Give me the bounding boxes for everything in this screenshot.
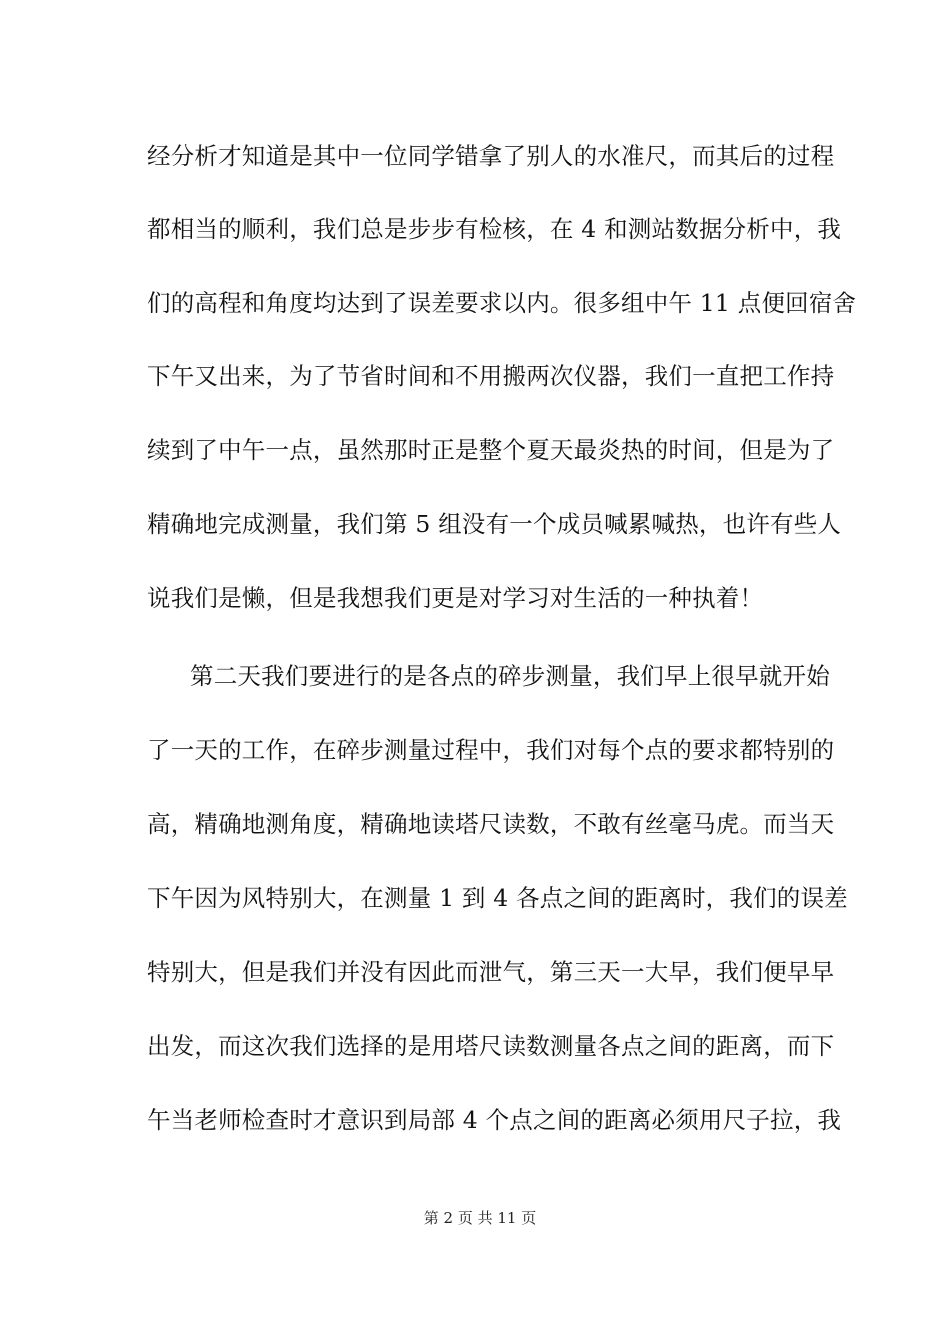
paragraph-line: 出发，而这次我们选择的是用塔尺读数测量各点之间的距离，而下 [147, 1032, 835, 1060]
paragraph-line: 精确地完成测量，我们第 5 组没有一个成员喊累喊热，也许有些人 [147, 510, 842, 538]
paragraph-line: 下午又出来，为了节省时间和不用搬两次仪器，我们一直把工作持 [147, 362, 835, 390]
paragraph-line: 经分析才知道是其中一位同学错拿了别人的水准尺，而其后的过程 [147, 142, 835, 170]
paragraph-line: 下午因为风特别大，在测量 1 到 4 各点之间的距离时，我们的误差 [147, 884, 848, 912]
paragraph-line: 特别大，但是我们并没有因此而泄气，第三天一大早，我们便早早 [147, 958, 835, 986]
paragraph-line: 都相当的顺利，我们总是步步有检核，在 4 和测站数据分析中，我 [147, 215, 842, 243]
paragraph-line: 们的高程和角度均达到了误差要求以内。很多组中午 11 点便回宿舍 [147, 289, 857, 317]
paragraph-first-line: 第二天我们要进行的是各点的碎步测量，我们早上很早就开始 [190, 662, 830, 690]
paragraph-line: 了一天的工作，在碎步测量过程中，我们对每个点的要求都特别的 [147, 736, 835, 764]
page-number-footer: 第 2 页 共 11 页 [423, 1209, 537, 1227]
paragraph-line: 说我们是懒，但是我想我们更是对学习对生活的一种执着！ [147, 584, 764, 612]
paragraph-line: 续到了中午一点，虽然那时正是整个夏天最炎热的时间，但是为了 [147, 436, 835, 464]
paragraph-line: 午当老师检查时才意识到局部 4 个点之间的距离必须用尺子拉，我 [147, 1106, 842, 1134]
paragraph-line: 高，精确地测角度，精确地读塔尺读数，不敢有丝毫马虎。而当天 [147, 810, 835, 838]
